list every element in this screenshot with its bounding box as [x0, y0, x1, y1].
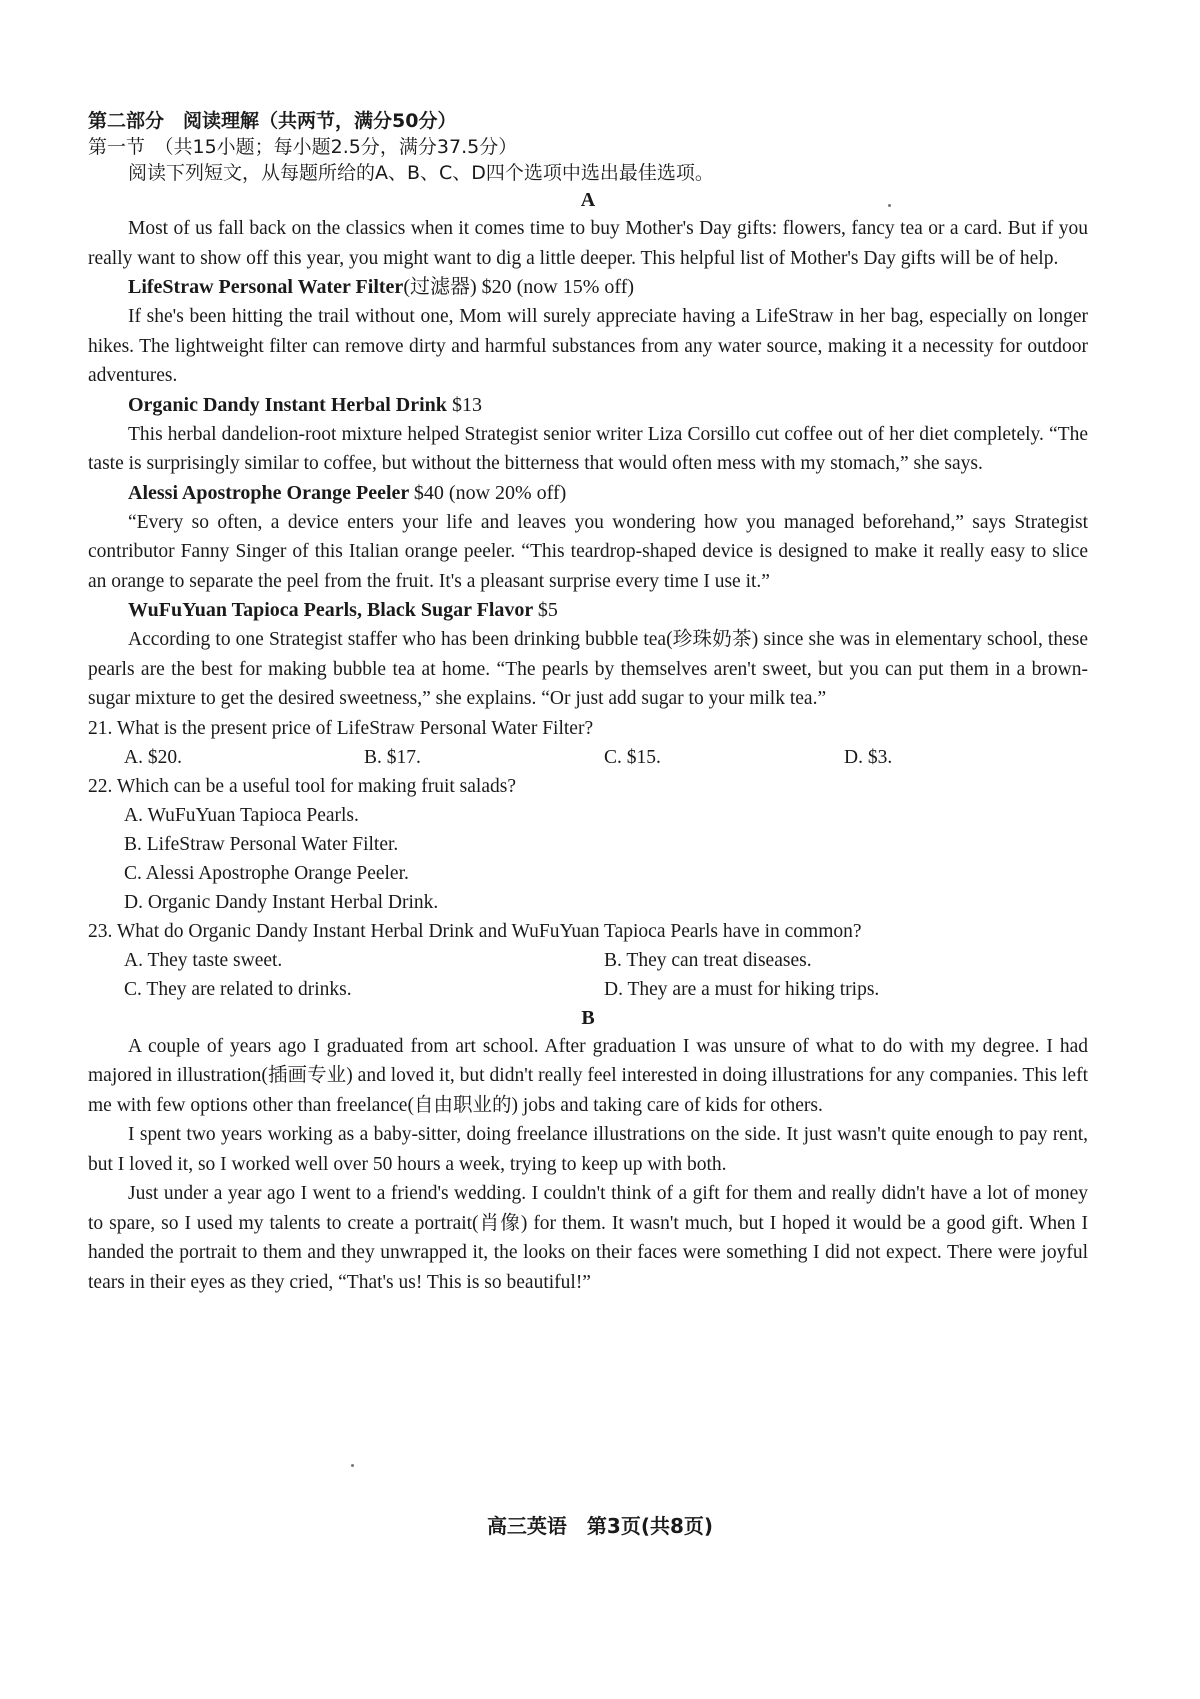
- question-options: [88, 946, 1088, 1004]
- option-d: D. Organic Dandy Instant Herbal Drink.: [124, 891, 439, 913]
- gift-item-title: [88, 273, 1088, 302]
- passage-b-paragraph: I spent two years working as a baby-sitter, doing freelance illustrations on the side. It just wasn't quite enough to pay rent, but I loved it, so I worked well over 50 hours a week, trying to keep up with both.: [88, 1124, 1088, 1175]
- gift-item-name: WuFuYuan Tapioca Pearls, Black Sugar Flavor: [128, 599, 533, 621]
- gift-item-name: Organic Dandy Instant Herbal Drink: [128, 393, 447, 416]
- question-stem: 23. What do Organic Dandy Instant Herbal Drink and WuFuYuan Tapioca Pearls have in common?: [88, 920, 862, 942]
- question-stem: 21. What is the present price of LifeStraw Personal Water Filter?: [88, 717, 594, 739]
- option-b: B. They can treat diseases.: [604, 949, 812, 971]
- option-d: D. $3.: [844, 746, 893, 768]
- gift-item-text: According to one Strategist staffer who has been drinking bubble tea(珍珠奶茶) since she was in elementary school, these pearls are the best for making bubble tea at home. “The pearls by themselves aren't sweet, but you can put them in a brown-sugar mixture to get the desired sweetness,” she explains. “Or just add sugar to your milk tea.”: [88, 629, 1088, 709]
- passage-b-paragraph: A couple of years ago I graduated from art school. After graduation I was unsure of what to do with my degree. I had majored in illustration(插画专业) and loved it, but didn't really feel interested in doing illustrations for any companies. This left me with few options other than freelance(自由职业的) jobs and taking care of kids for others.: [88, 1035, 1088, 1116]
- gift-item-text: If she's been hitting the trail without one, Mom will surely appreciate having a LifeStraw in her bag, especially on longer hikes. The lightweight filter can remove dirty and harmful substances from any water source, making it a necessity for outdoor adventures.: [88, 306, 1088, 386]
- option-c: C. They are related to drinks.: [124, 978, 352, 1000]
- gift-item-price: $20 (now 15% off): [481, 276, 635, 298]
- passage-b-paragraph: Just under a year ago I went to a friend's wedding. I couldn't think of a gift for them and really didn't have a lot of money to spare, so I used my talents to create a portrait(肖像) for them. It wasn't much, but I hoped it would be a good gift. When I handed the portrait to them and they unwrapped it, the looks on their faces were something I did not expect. There were joyful tears in their eyes as they cried, “That's us! This is so beautiful!”: [88, 1183, 1088, 1293]
- scan-speck: [888, 204, 891, 207]
- part-heading: 第二部分 阅读理解（共两节，满分50分）: [88, 110, 457, 132]
- passage-a-intro: Most of us fall back on the classics when it comes time to buy Mother's Day gifts: flowers, fancy tea or a card. But if you really want to show off this year, you might want to dig a little deeper. This helpful list of Mother's Day gifts will be of help.: [88, 218, 1088, 269]
- gift-item-title: [88, 596, 1088, 625]
- gift-item-price: $5: [537, 599, 558, 621]
- option-d: D. They are a must for hiking trips.: [604, 978, 880, 1000]
- gift-item: [88, 273, 1088, 391]
- gift-item-title: [88, 391, 1088, 420]
- instruction-text: 阅读下列短文，从每题所给的A、B、C、D四个选项中选出最佳选项。: [128, 162, 714, 184]
- option-a: A. WuFuYuan Tapioca Pearls.: [124, 804, 359, 826]
- question-options: [88, 743, 1088, 772]
- gift-item-price: $40 (now 20% off): [413, 481, 567, 504]
- gift-item-text: “Every so often, a device enters your life and leaves you wondering how you managed beforehand,” says Strategist contributor Fanny Singer of this Italian orange peeler. “This teardrop-shaped device is designed to make it really easy to slice an orange to separate the peel from the fruit. It's a pleasant surprise every time I use it.”: [88, 511, 1088, 592]
- question-22: [88, 772, 1088, 917]
- passage-a-letter: A: [580, 189, 596, 211]
- passage-b-letter: B: [581, 1006, 595, 1029]
- option-a: A. They taste sweet.: [124, 949, 283, 971]
- gift-item-title: [88, 479, 1088, 508]
- gift-item: [88, 479, 1088, 597]
- gift-item-name: Alessi Apostrophe Orange Peeler: [128, 481, 409, 504]
- scan-speck: [351, 1464, 354, 1467]
- gift-item: [88, 391, 1088, 479]
- question-stem: 22. Which can be a useful tool for making fruit salads?: [88, 775, 516, 797]
- gift-item-name: LifeStraw Personal Water Filter: [128, 276, 404, 298]
- gift-item-price: $13: [451, 393, 482, 416]
- gift-item-note: (过滤器): [403, 276, 477, 298]
- question-21: [88, 714, 1088, 772]
- gift-item-text: This herbal dandelion-root mixture helped Strategist senior writer Liza Corsillo cut coffee out of her diet completely. “The taste is surprisingly similar to coffee, but without the bitterness that would often mess with my stomach,” she says.: [88, 423, 1088, 474]
- section-heading: 第一节 （共15小题；每小题2.5分，满分37.5分）: [88, 136, 518, 158]
- option-a: A. $20.: [124, 746, 182, 768]
- option-b: B. LifeStraw Personal Water Filter.: [124, 833, 399, 855]
- page-footer: 高三英语 第3页(共8页): [486, 1514, 714, 1538]
- reading-section: [88, 108, 1088, 1297]
- gift-item: [88, 596, 1088, 714]
- option-c: C. Alessi Apostrophe Orange Peeler.: [124, 862, 409, 884]
- option-c: C. $15.: [604, 746, 661, 768]
- question-23: [88, 917, 1088, 1004]
- option-b: B. $17.: [364, 746, 421, 768]
